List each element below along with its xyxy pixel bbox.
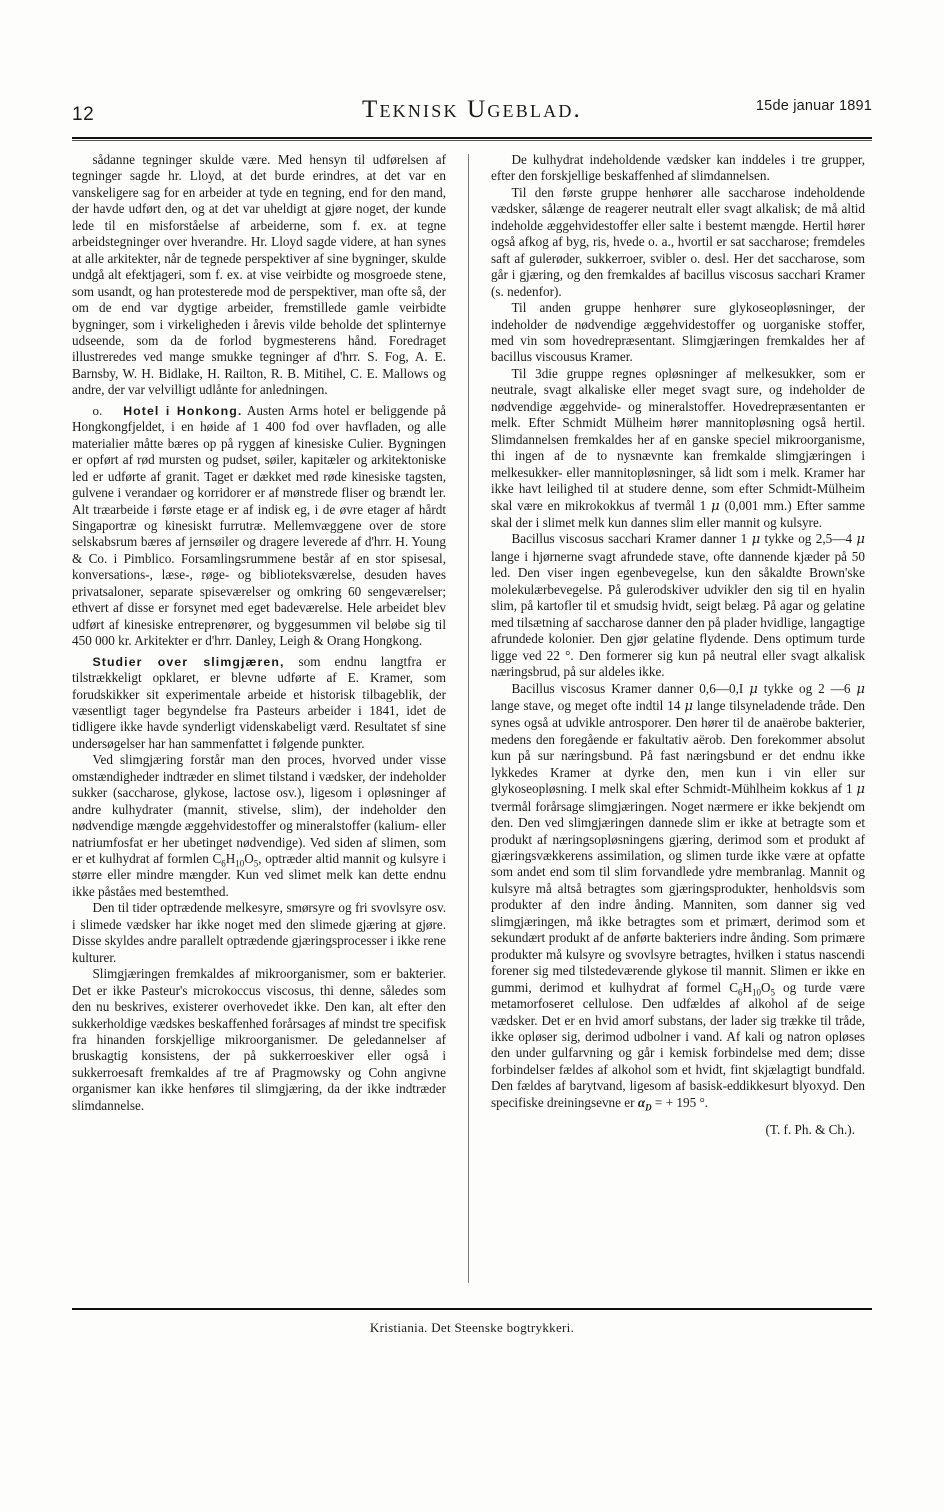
paragraph-text: Bacillus viscosus Kramer danner 0,6—0,I <box>511 680 750 696</box>
masthead <box>72 96 872 138</box>
paragraph-text: tykke og 2,5—4 <box>760 531 857 547</box>
paragraph-text: lange tilsyneladende tråde. Den synes også at udvikle antrosporer. Den hører til de anaërobe bakterier, medens den foregående er fakultativ aërob. Den forekommer absolut kun på sur næringsbund. På fast næringsbund er det endnu ikke lykkedes Kramer at dyrke den, men kun i vin eller sur glykoseopløsning. I melk skal efter Schmidt-Mühlheim kokkus af 1 <box>491 697 865 797</box>
page-number: 12 <box>72 104 95 125</box>
alpha-subscript: D <box>645 1102 652 1113</box>
paragraph: De kulhydrat indeholdende vædsker kan inddeles i tre grupper, efter den forskjellige beskaffenhed af slimdannelsen. <box>491 152 865 184</box>
article-body: som endnu langtfra er tilstrækkeligt opklaret, er blevne udførte af E. Kramer, som forudskikker sit experimentale arbeide et historisk tilbageblik, der væsentligt tager begyndelse fra Pasteurs arbeider i 1841, idet de tidligere ikke havde synderligt videnskabeligt værd. Resultatet sf sine undersøgelser har han sammenfattet i følgende punkter. <box>72 653 447 751</box>
paragraph <box>491 531 865 680</box>
chemical-formula: $C_6H_{10}O_5$ <box>212 851 259 869</box>
micron-symbol: μ <box>856 681 865 697</box>
column-right <box>469 152 865 1287</box>
publication-title: Teknisk Ugeblad. <box>361 96 582 123</box>
article-heading: Studier over slimgjæren, <box>92 654 285 669</box>
paragraph-text: lange stave, og meget ofte indtil 14 <box>491 697 685 713</box>
paragraph-text: (0,001 mm.) Efter samme skal der i slimet melk kun dannes slim eller mannit og kulsyre. <box>491 497 866 530</box>
source-attribution: (T. f. Ph. & Ch.). <box>765 1122 855 1138</box>
article-heading: Hotel i Honkong. <box>123 403 243 418</box>
micron-symbol: μ <box>856 532 865 548</box>
paragraph-text: , optræder altid mannit og kulsyre i større eller mindre mængder. Kun ved slimet melk kan dette endnu ikke påståes med bestemthed. <box>72 851 446 899</box>
paragraph <box>491 366 865 532</box>
article-body: Austen Arms hotel er beliggende på Hongkongfjeldet, i en høide af 1 400 fod over havfladen, og alle materialier måtte bæres op på ryggen af kinesiske Culier. Bygningen er opført af rød mursten og pudset, søiler, kapitæler og arkitektoniske led er udførte af granit. Taget er dækket med røde kinesiske tagsten, gulvene i verandaer og korridorer er af mønstrede fliser og brændt ler. Alt træarbeide i første etage er af indisk eg, i de øvre etager af hårdt Singaportræ og kinesiskt furrutræ. Mellemvæggene over de store selskabsrum bæres af jernsøiler og dragere leverede af d'hrr. H. Young & Co. i Pimblico. Forsamlingsrummene består af en stor spisesal, konversations-, læse-, røge- og biblioteksværelse, desuden haves privatsaloner, separate spiseværelser og omkring 60 sengeværelser; ethvert af disse er forsynet med eget badeværelse. Hele arbeidet blev udført af kinesiske entreprenører, og byggesummen vil beløbe sig til 450 000 kr. Arkitekter er d'hrr. Danley, Leigh & Orang Hongkong. <box>72 402 446 649</box>
paragraph-text: Ved slimgjæring forstår man den proces, hvorved under visse omstændigheder indtræder en slimet tilstand i vædsker, der indeholder sukker (saccharose, glykose, lactose osv.), ligesom i opløsninger af andre kulhydrater (mannit, stivelse, slim), der indeholder den nødvendige mængde æggehvidestoffer og mineralstoffer (kalium- eller natriumfosfat er her ubetinget nødvendige). Ved siden af slimen, som er et kulhydrat af formlen <box>72 752 446 867</box>
article-columns <box>72 152 872 1287</box>
paragraph <box>491 681 865 1112</box>
paragraph: Til anden gruppe henhører sure glykoseopløsninger, der indeholder de nødvendige æggehvidestoffer og uorganiske stoffer, med vin som hovedrepræsentant. Slimgjæringen fremkaldes her af bacillus viscousus Kramer. <box>491 300 865 365</box>
paragraph <box>72 752 446 900</box>
paragraph-text: og turde være metamorfoseret cellulose. Den udfældes af alkohol af de seige vædsker. Det er en hvid amorf substans, der lader sig trække til tråde, ikke opløser sig, derimod udbolner i vand. Af kali og natron opløses den under gulfarvning og går i kemisk forbindelse med dem; disse forbindelser fældes af alkohol som et hvidt, fint skjælagtigt bundfald. Den fældes af barytvand, ligesom af basisk-eddikkesurt blyoxyd. Den specifiske dreiningsevne er <box>491 979 865 1110</box>
paragraph: Slimgjæringen fremkaldes af mikroorganismer, som er bakterier. Det er ikke Pasteur's microkoccus viscosus, thi denne, således som den nu beskrives, existerer overhovedet ikke. Den kan, alt efter den sukkerholdige vædskes beskaffenhed forårsages af mindst tre specifisk fra hinanden forskjellige mikroorganismer. De geledannelser af bruskagtig konsistens, der på sukkerroeskiver eller også i sukkerroesaft fremkaldes af tre af Pragmowsky og Cohn angivne organismer kan ikke henføres til slimgjæring, da der ikke indtræder slimdannelse. <box>72 966 446 1113</box>
paragraph-text: tykke og 2 —6 <box>757 680 857 696</box>
paragraph: sådanne tegninger skulde være. Med hensyn til udførelsen af tegninger sagde hr. Lloyd, at det burde erindres, at det var en vanskeligere sag for en arbeider at tyde en tegning, end for den mand, der havde udført den, og at det var uheldigt at gjøre noget, der kunde lede til en misforståelse af arbeiderne, som f. ex. at tegne arbeidstegninger over hverandre. Hr. Lloyd sagde videre, at han synes at alle arkitekter, når de tegnede perspektiver af sine bygninger, skulde undgå alt efektjageri, som f. ex. at vise veirbidte og mosgroede stene, som usandt, og han protesterede mod de perspektiver, man ofte så, der om de end var dygtige arbeider, fremstillede gamle veirbidte bygninger, som i virkeligheden i årevis vilde beholde det splinternye udseende, som da de forlod bygmesterens hånd. Foredraget illustreredes ved mange smukke tegninger af d'hrr. S. Fog, A. E. Barnsby, W. H. Bidlake, H. Railton, R. B. Mitihel, C. E. Mallows og andre, der var velvilligt udlånte for anledningen. <box>72 152 446 398</box>
paragraph-text: Til 3die gruppe regnes opløsninger af melkesukker, som er neutrale, svagt alkaliske eller meget svagt sure, og indeholder de nødvendige æggehvide- og mineralstoffer. Hovedrepræsentanten er melk. Efter Schmidt Mülheim hører mannitopløsning også hertil. Slimdannelsen fremkaldes her af en ganske speciel mikroorganisme, thi ingen af de to nysnævnte kan fremkalde slimgjæringen i melkesukker- eller mannitopløsninger, så lidt som i melk. Kramer har ikke havt leilighed til at studere denne, som efter Schmidt-Mülheim skal være en mikrokokkus af tvermål 1 <box>491 365 865 513</box>
paragraph: Til den første gruppe henhører alle saccharose indeholdende vædsker, sålænge de reagerer neutralt eller svagt alkalisk; de må altid indeholde æggehvidestoffer eller salte i bestemt mængde. Hertil hører også afkog af byg, ris, hvede o. a., hvortil er sat saccharose; fremdeles saft af gulerøder, sukkerroer, svibler o. desl. Her det saccharose, som går i gjæring, og den fremkaldes af bacillus viscosus sacchari Kramer (s. nedenfor). <box>491 184 865 299</box>
alpha-glyph: α <box>637 1094 646 1110</box>
article-studier-over-slimgjaeren <box>72 654 446 753</box>
article-hotel-i-honkong <box>72 403 446 650</box>
masthead-rule <box>72 137 872 139</box>
alpha-symbol <box>637 1094 652 1113</box>
chemical-formula: $C_6H_{10}O_5$ <box>729 979 775 998</box>
issue-date: 15de januar 1891 <box>755 98 872 114</box>
micron-symbol: μ <box>684 698 693 714</box>
paragraph-text: = + 195 °. <box>651 1094 709 1110</box>
paragraph-text: tvermål forårsage slimgjæringen. Noget nærmere er ikke bekjendt om den. Den ved slimgjæringen dannede slim er ikke at betragte som et produkt af næringsopløsningens gjæring, derimod som et produkt af gjæringsvækkerens assimilation, og slimen turde ikke være at opfatte som andet end som til slim forvandlede ydre membranlag. Mannit og kulsyre må altså betragtes som gjæringsprodukter, henholdsvis som produkter af den indre ånding. Manniten, som danner sig ved slimgjæringen, må ikke betragtes som et primært, derimod som et sekundært produkt af de anførte bakteriers indre ånding. Som primære produkter må kulsyre og svovlsyre betragtes, hvilken i status nascendi forener sig med tilstedeværende glykose til mannit. Slimen er ikke en gummi, derimod et kulhydrat af formel <box>491 798 865 995</box>
micron-symbol: μ <box>711 498 720 514</box>
micron-symbol: μ <box>856 782 865 798</box>
paragraph-text: lange i hjørnerne svagt afrundede stave, ofte dannende kjæder på 50 led. Den viser ingen egenbevegelse, kun den såkaldte Brown'ske molekulærbevegelse. På gulerodskiver udvikler den sig til en hyalin slim, på kartofler til et smudsig hvidt, seigt belæg. På agar og gelatine med tilsætning af saccharose danner den på plader hvidlige, langagtige afrundede kolonier. Den gjør gelatine flydende. Dens optimum turde ligge ved 22 °. Den formerer sig kun på neutral eller svagt alkalisk næringsbrud, på sur aldeles ikke. <box>491 548 865 680</box>
micron-symbol: μ <box>749 681 758 697</box>
footer-rule <box>72 1308 872 1310</box>
paragraph-text: Bacillus viscosus sacchari Kramer danner 1 <box>511 531 752 547</box>
printer-colophon: Kristiania. Det Steenske bogtrykkeri. <box>369 1320 575 1335</box>
micron-symbol: μ <box>751 532 761 548</box>
article-marker: o. <box>92 402 103 418</box>
paragraph: Den til tider optrædende melkesyre, smørsyre og fri svovlsyre osv. i slimede vædsker har ikke noget med den slimede gjæring at gjøre. Disse skyldes andre parallelt optrædende gjæringsprocesser i ikke rene kulturer. <box>72 900 446 965</box>
column-left <box>72 152 468 1287</box>
